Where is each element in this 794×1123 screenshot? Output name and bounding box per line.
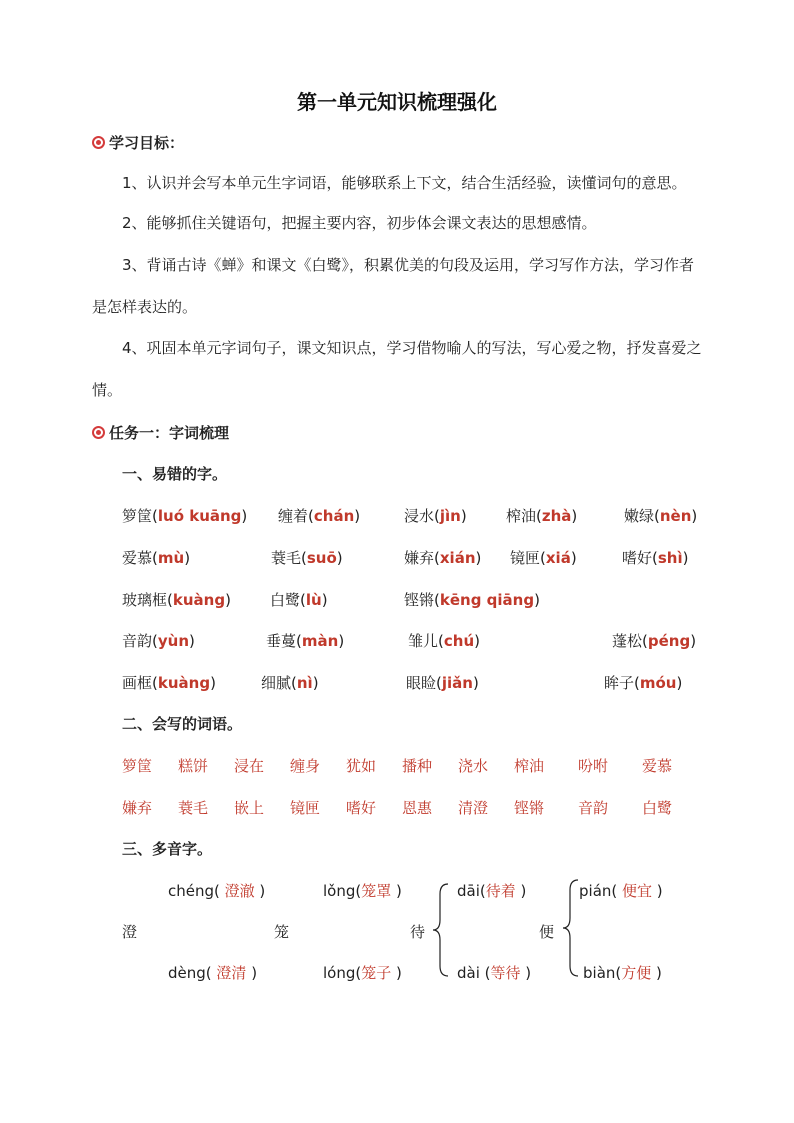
pinyin-text: mù [157, 549, 185, 567]
poly-char: 便 [539, 923, 555, 941]
pinyin-text: xiá [545, 549, 571, 567]
word-text: 细腻 [261, 674, 292, 692]
word-with-pinyin: 铿锵(kēng qiāng) [404, 591, 540, 609]
task1-heading: 任务一：字词梳理 [92, 422, 229, 443]
word-with-pinyin: 蓑毛(suō) [271, 549, 343, 567]
pinyin-text: jiǎn [441, 674, 473, 692]
pinyin-text: màn [301, 632, 339, 650]
poly-reading: chéng( 澄澈 ) [168, 882, 266, 900]
word-text: 嫩绿 [624, 507, 655, 525]
word-with-pinyin: 细腻(nì) [261, 674, 319, 692]
writable-word: 嫌弃 [122, 799, 153, 817]
part3-heading: 三、多音字。 [122, 840, 213, 858]
writable-word: 吩咐 [578, 757, 609, 775]
writable-word: 犹如 [346, 757, 377, 775]
writable-word: 清澄 [458, 799, 489, 817]
word-with-pinyin: 嗜好(shì) [622, 549, 689, 567]
word-text: 音韵 [122, 632, 153, 650]
word-text: 箩筐 [122, 507, 153, 525]
poly-reading: pián( 便宜 ) [579, 882, 663, 900]
circle-bullet-icon [92, 136, 105, 149]
writable-word: 白鹭 [642, 799, 673, 817]
poly-reading: biàn(方便 ) [583, 964, 662, 982]
pinyin-text: zhà [541, 507, 572, 525]
word-text: 蓬松 [612, 632, 643, 650]
word-with-pinyin: 缠着(chán) [278, 507, 361, 525]
word-text: 嗜好 [622, 549, 653, 567]
goals-heading: 学习目标： [92, 132, 184, 153]
word-text: 浸水 [404, 507, 435, 525]
circle-bullet-icon [92, 426, 105, 439]
writable-word: 嵌上 [234, 799, 265, 817]
pinyin-text: kēng qiāng [439, 591, 535, 609]
writable-word: 镜匣 [290, 799, 321, 817]
poly-reading: dèng( 澄清 ) [168, 964, 258, 982]
word-with-pinyin: 眼睑(jiǎn) [406, 674, 479, 692]
pinyin-text: lù [305, 591, 322, 609]
word-text: 爱慕 [122, 549, 153, 567]
word-text: 嫌弃 [404, 549, 435, 567]
goal-item-1: 1、认识并会写本单元生字词语，能够联系上下文，结合生活经验，读懂词句的意思。 [122, 174, 687, 192]
writable-word: 箩筐 [122, 757, 153, 775]
goal-item-4: 4、巩固本单元字词句子，课文知识点，学习借物喻人的写法，写心爱之物，抒发喜爱之情。 [92, 339, 702, 399]
pinyin-text: kuàng [172, 591, 226, 609]
word-with-pinyin: 嫌弃(xián) [404, 549, 482, 567]
poly-char: 澄 [122, 923, 138, 941]
pinyin-text: nèn [659, 507, 692, 525]
word-with-pinyin: 音韵(yùn) [122, 632, 195, 650]
word-with-pinyin: 白鹭(lù) [270, 591, 328, 609]
word-text: 镜匣 [510, 549, 541, 567]
goal-item-3: 3、背诵古诗《蝉》和课文《白鹭》，积累优美的句段及运用，学习写作方法，学习作者是怎样表达的。 [92, 256, 695, 316]
word-text: 画框 [122, 674, 153, 692]
page-title: 第一单元知识梳理强化 [297, 90, 497, 114]
pinyin-text: chán [313, 507, 355, 525]
writable-word: 糕饼 [178, 757, 209, 775]
writable-word: 浸在 [234, 757, 265, 775]
word-with-pinyin: 雏儿(chú) [408, 632, 480, 650]
writable-word: 缠身 [290, 757, 321, 775]
pinyin-text: kuàng [157, 674, 211, 692]
poly-char: 笼 [274, 923, 290, 941]
part1-heading: 一、易错的字。 [122, 465, 228, 483]
word-with-pinyin: 箩筐(luó kuāng) [122, 507, 248, 525]
writable-word: 蓑毛 [178, 799, 209, 817]
word-with-pinyin: 嫩绿(nèn) [624, 507, 698, 525]
word-text: 玻璃框 [122, 591, 168, 609]
pinyin-text: suō [306, 549, 337, 567]
word-with-pinyin: 垂蔓(màn) [266, 632, 345, 650]
word-with-pinyin: 玻璃框(kuàng) [122, 591, 231, 609]
word-with-pinyin: 画框(kuàng) [122, 674, 216, 692]
pinyin-text: péng [647, 632, 691, 650]
pinyin-text: shì [657, 549, 683, 567]
word-text: 榨油 [506, 507, 537, 525]
poly-reading: dāi(待着 ) [457, 882, 527, 900]
writable-word: 播种 [402, 757, 433, 775]
writable-word: 浇水 [458, 757, 489, 775]
word-text: 白鹭 [270, 591, 301, 609]
part2-heading: 二、会写的词语。 [122, 715, 243, 733]
pinyin-text: yùn [157, 632, 190, 650]
pinyin-text: jìn [439, 507, 461, 525]
poly-char: 待 [410, 923, 426, 941]
word-text: 眸子 [604, 674, 635, 692]
goal-item-2: 2、能够抓住关键语句，把握主要内容，初步体会课文表达的思想感情。 [122, 214, 597, 232]
writable-word: 嗜好 [346, 799, 377, 817]
word-with-pinyin: 爱慕(mù) [122, 549, 191, 567]
writable-word: 铿锵 [514, 799, 545, 817]
pinyin-text: chú [443, 632, 475, 650]
word-text: 雏儿 [408, 632, 439, 650]
brace-icon [430, 880, 452, 980]
pinyin-text: nì [296, 674, 313, 692]
writable-word: 榨油 [514, 757, 545, 775]
word-text: 垂蔓 [266, 632, 297, 650]
pinyin-text: móu [639, 674, 677, 692]
writable-word: 爱慕 [642, 757, 673, 775]
writable-word: 恩惠 [402, 799, 433, 817]
word-with-pinyin: 镜匣(xiá) [510, 549, 577, 567]
word-with-pinyin: 榨油(zhà) [506, 507, 578, 525]
word-text: 蓑毛 [271, 549, 302, 567]
word-with-pinyin: 蓬松(péng) [612, 632, 697, 650]
word-with-pinyin: 眸子(móu) [604, 674, 683, 692]
poly-reading: dài (等待 ) [457, 964, 532, 982]
word-text: 眼睑 [406, 674, 437, 692]
word-text: 缠着 [278, 507, 309, 525]
pinyin-text: xián [439, 549, 476, 567]
poly-reading: lóng(笼子 ) [323, 964, 402, 982]
word-text: 铿锵 [404, 591, 435, 609]
word-with-pinyin: 浸水(jìn) [404, 507, 467, 525]
poly-reading: lǒng(笼罩 ) [323, 882, 402, 900]
pinyin-text: luó kuāng [157, 507, 242, 525]
writable-word: 音韵 [578, 799, 609, 817]
